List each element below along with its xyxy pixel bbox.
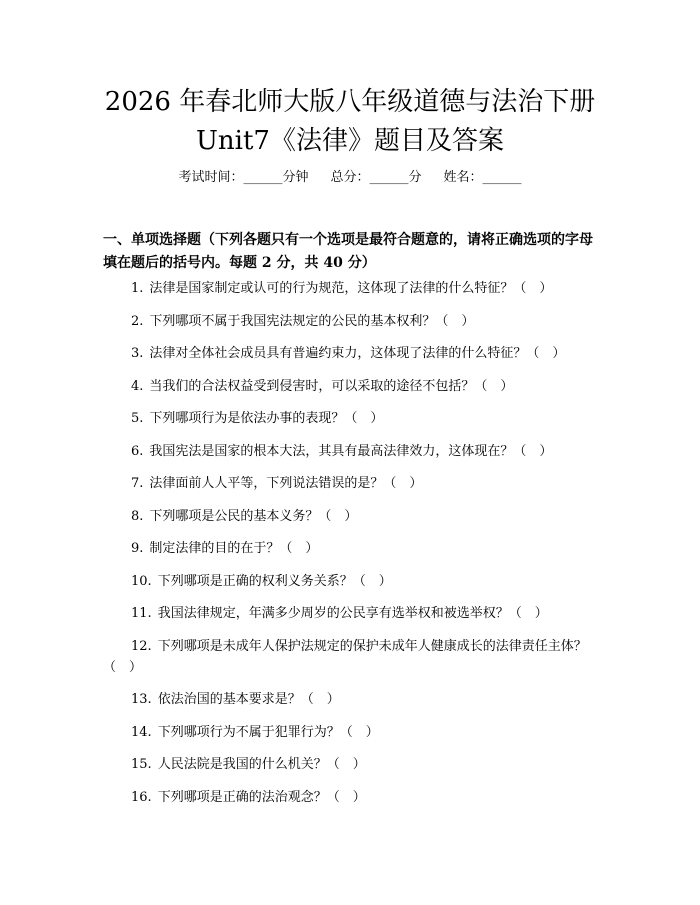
- question-number: 14.: [131, 724, 152, 740]
- question-number: 5.: [131, 411, 144, 426]
- total-score-field: 总分：______分: [330, 170, 422, 185]
- question-number: 2.: [131, 313, 144, 329]
- question-number: 7.: [131, 476, 144, 491]
- question-number: 1.: [131, 281, 144, 296]
- question-number: 12.: [131, 638, 152, 654]
- question-text: 下列哪项是正确的权利义务关系？（ ）: [157, 573, 392, 589]
- question-text: 我国宪法是国家的根本大法，其具有最高法律效力，这体现在？（ ）: [149, 443, 553, 459]
- exam-meta-line: [0, 168, 700, 188]
- question-text: 当我们的合法权益受到侵害时，可以采取的途径不包括？（ ）: [149, 378, 514, 394]
- question-item: [103, 376, 598, 397]
- question-text: 下列哪项行为不属于犯罪行为？（ ）: [157, 724, 379, 740]
- question-item: [103, 722, 598, 743]
- question-item: [103, 538, 598, 559]
- question-number: 3.: [131, 346, 144, 361]
- question-number: 4.: [131, 378, 144, 394]
- question-item: [103, 441, 598, 462]
- question-text: 法律是国家制定或认可的行为规范，这体现了法律的什么特征？（ ）: [149, 281, 553, 296]
- question-text: 依法治国的基本要求是？（ ）: [157, 692, 340, 707]
- exam-time-field: 考试时间：______分钟: [178, 170, 309, 185]
- question-text: 法律面前人人平等，下列说法错误的是？（ ）: [149, 476, 423, 491]
- question-text: 人民法院是我国的什么机关？（ ）: [157, 757, 366, 772]
- question-text: 我国法律规定，年满多少周岁的公民享有选举权和被选举权？（ ）: [157, 606, 548, 621]
- student-name-field: 姓名：______: [443, 170, 522, 185]
- question-text: 下列哪项是正确的法治观念？（ ）: [157, 789, 366, 805]
- question-number: 8.: [131, 508, 144, 524]
- question-text: 法律对全体社会成员具有普遍约束力，这体现了法律的什么特征？（ ）: [149, 346, 566, 361]
- question-text: 下列哪项是未成年人保护法规定的保护未成年人健康成长的法律责任主体？（ ）: [103, 638, 587, 675]
- question-number: 11.: [131, 606, 152, 621]
- question-item: [103, 754, 598, 775]
- question-text: 下列哪项是公民的基本义务？（ ）: [149, 508, 358, 524]
- question-item: [103, 408, 598, 429]
- question-item: [103, 473, 598, 494]
- question-number: 6.: [131, 443, 144, 459]
- page-title-line-2: Unit7《法律》题目及答案: [196, 126, 504, 156]
- question-item: [103, 689, 598, 710]
- question-number: 9.: [131, 541, 144, 556]
- question-text: 制定法律的目的在于？（ ）: [149, 541, 319, 556]
- question-item: [103, 311, 598, 332]
- question-item: [103, 571, 598, 592]
- question-number: 10.: [131, 573, 152, 589]
- question-text: 下列哪项不属于我国宪法规定的公民的基本权利？（ ）: [149, 313, 475, 329]
- question-number: 16.: [131, 789, 152, 805]
- question-item: [103, 787, 598, 808]
- question-item: [103, 278, 598, 299]
- question-text: 下列哪项行为是依法办事的表现？（ ）: [149, 411, 384, 426]
- question-item: [103, 343, 598, 364]
- section-1-heading: 一、单项选择题（下列各题只有一个选项是最符合题意的，请将正确选项的字母填在题后的括号内。每题 2 分，共 40 分）: [103, 232, 593, 271]
- question-item: [103, 506, 598, 527]
- question-item: [103, 603, 598, 624]
- question-number: 13.: [131, 692, 152, 707]
- question-number: 15.: [131, 757, 152, 772]
- page-title-line-1: 2026 年春北师大版八年级道德与法治下册: [104, 87, 596, 117]
- question-list: [103, 278, 598, 819]
- question-item: [103, 636, 598, 678]
